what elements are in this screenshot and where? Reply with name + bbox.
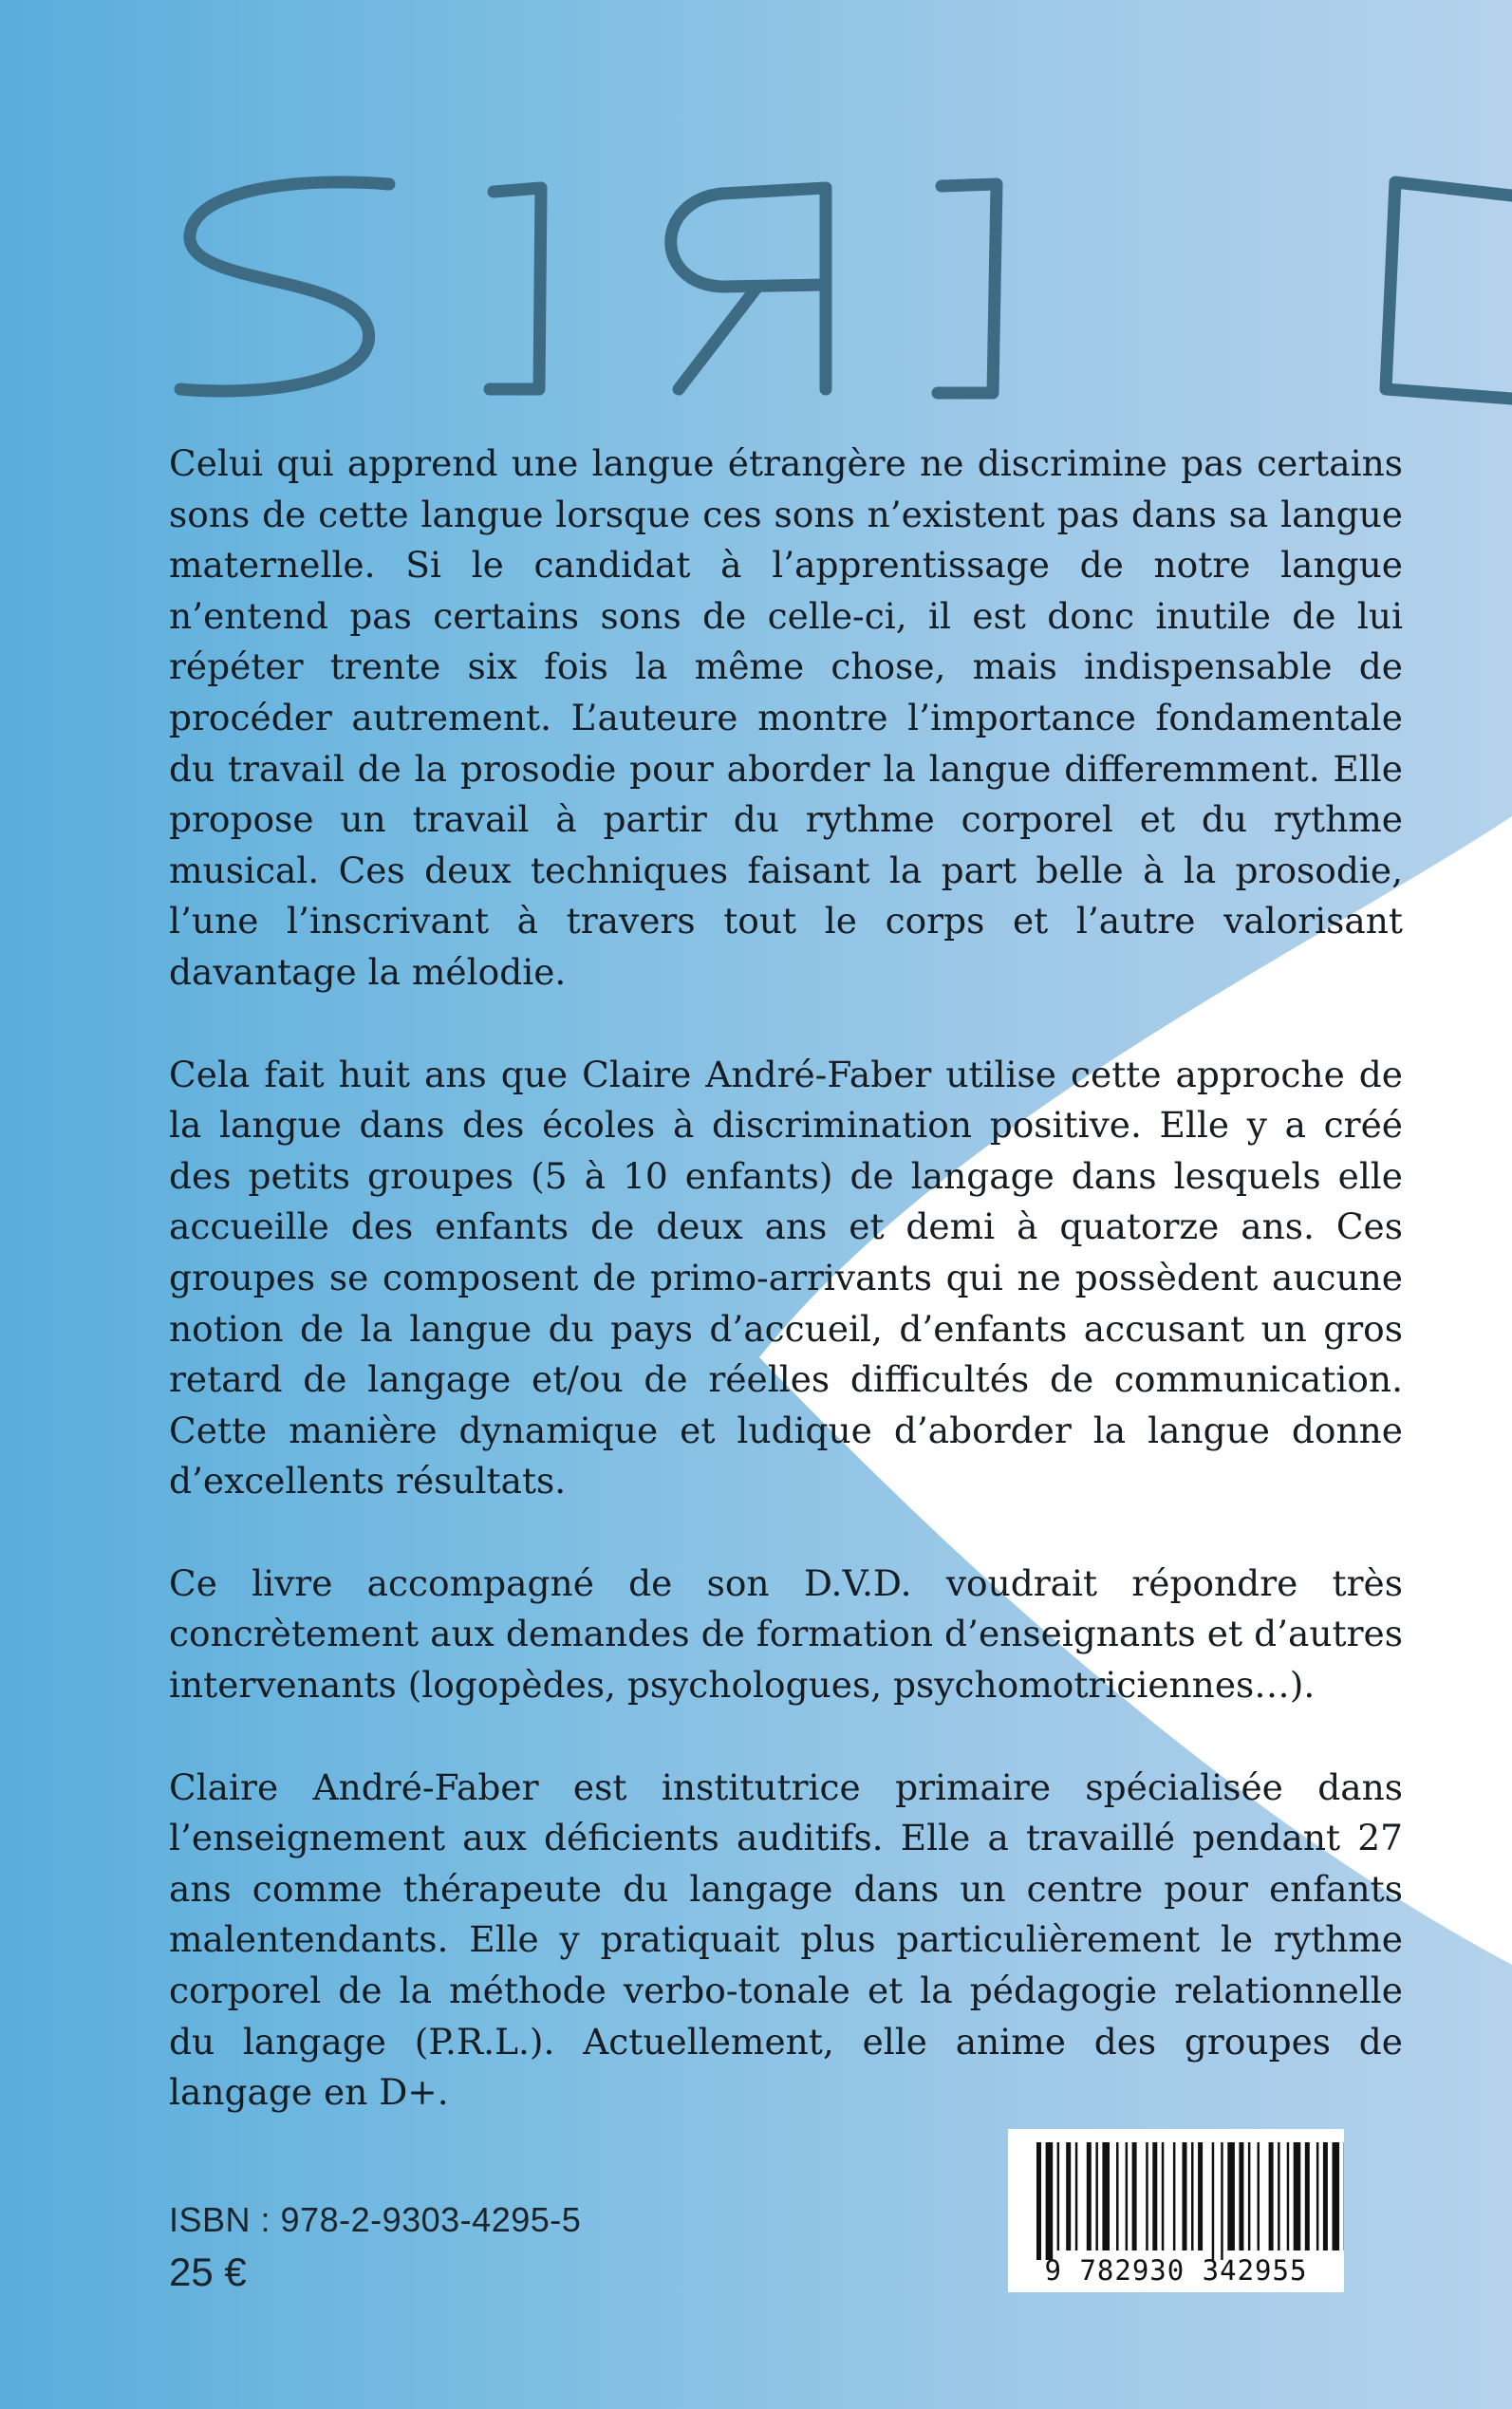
barcode-bar <box>1095 2142 1098 2250</box>
barcode-bar <box>1066 2142 1071 2250</box>
blurb-paragraph-1: Celui qui apprend une langue étrangère ne discrimine pas certains sons de cette langue lorsque ces sons n’existent pas dans sa langue maternelle. Si le candidat à l’apprentissage de notre langue n’entend pas certains sons de celle-ci, il est donc inutile de lui répéter trente six fois la même chose, mais indispensable de procéder autrement. L’auteure montre l’importance fondamentale du travail de la prosodie pour aborder la langue differemment. Elle propose un travail à partir du rythme corporel et du rythme musical. Ces deux techniques faisant la part belle à la prosodie, l’une l’inscrivant à travers tout le corps et l’autre valorisant davantage la mélodie. <box>169 442 1403 993</box>
barcode-digits: 9 782930 342955 <box>1044 2254 1308 2287</box>
price-label: 25 € <box>169 2250 247 2294</box>
barcode-bar <box>1036 2142 1041 2260</box>
barcode-bar <box>1227 2142 1235 2250</box>
back-cover-description <box>169 439 1403 2170</box>
barcode-bar <box>1102 2142 1110 2250</box>
barcode-bar <box>1198 2142 1203 2250</box>
barcode-bar <box>1269 2142 1274 2250</box>
barcode-bar <box>1162 2142 1165 2250</box>
barcode-bar <box>1126 2142 1129 2250</box>
barcode-bar <box>1258 2142 1260 2250</box>
barcode-bar <box>1057 2142 1060 2250</box>
barcode-bar <box>1116 2142 1119 2250</box>
barcode-bar <box>1316 2142 1319 2250</box>
barcode-bar <box>1146 2142 1148 2250</box>
barcode-bar <box>1248 2142 1251 2250</box>
barcode-bar <box>1075 2142 1078 2250</box>
barcode-bar <box>1323 2142 1328 2250</box>
barcode-bar <box>1152 2142 1157 2250</box>
barcode-bar <box>1221 2142 1223 2260</box>
barcode-bar <box>1333 2142 1340 2250</box>
blurb-paragraph-3: Ce livre accompagné de son D.V.D. voudrait répondre très concrètement aux demandes de formation d’enseignants et d’autres intervenants (logopèdes, psychologues, psychomotriciennes…). <box>169 1561 1403 1707</box>
barcode-bar <box>1046 2142 1054 2260</box>
barcode-bar <box>1305 2142 1310 2250</box>
barcode-bar <box>1278 2142 1280 2250</box>
barcode <box>1008 2129 1344 2292</box>
barcode-bar <box>1239 2142 1243 2250</box>
isbn-label: ISBN : 978-2-9303-4295-5 <box>169 2200 582 2239</box>
barcode-bar <box>1087 2142 1092 2250</box>
barcode-bar <box>1173 2142 1176 2250</box>
barcode-bar <box>1132 2142 1137 2250</box>
barcode-bar <box>1212 2142 1215 2260</box>
barcode-bar <box>1183 2142 1187 2250</box>
blurb-paragraph-2: Cela fait huit ans que Claire André-Faber utilise cette approche de la langue dans des écoles à discrimination positive. Elle y a créé des petits groupes (5 à 10 enfants) de langage dans lesquels elle accueille des enfants de deux ans et demi à quatorze ans. Ces groupes se composent de primo-arrivants qui ne possèdent aucune notion de la langue du pays d’accueil, d’enfants accusant un gros retard de langage et/ou de réelles difficultés de communication. Cette manière dynamique et ludique d’aborder la langue donne d’excellents résultats. <box>169 1053 1403 1503</box>
barcode-bar <box>1294 2142 1301 2250</box>
iris-logo <box>161 161 1512 418</box>
barcode-bar <box>1191 2142 1194 2250</box>
barcode-bar <box>1287 2142 1290 2250</box>
blurb-paragraph-4: Claire André-Faber est institutrice primaire spécialisée dans l’enseignement aux déficients auditifs. Elle a travaillé pendant 27 ans comme thérapeute du langage dans un centre pour enfants malentendants. Elle y pratiquait plus particulièrement le rythme corporel de la méthode verbo-tonale et la pédagogie relationnelle du langage (P.R.L.). Actuellement, elle anime des groupes de langage en D+. <box>169 1765 1403 2114</box>
